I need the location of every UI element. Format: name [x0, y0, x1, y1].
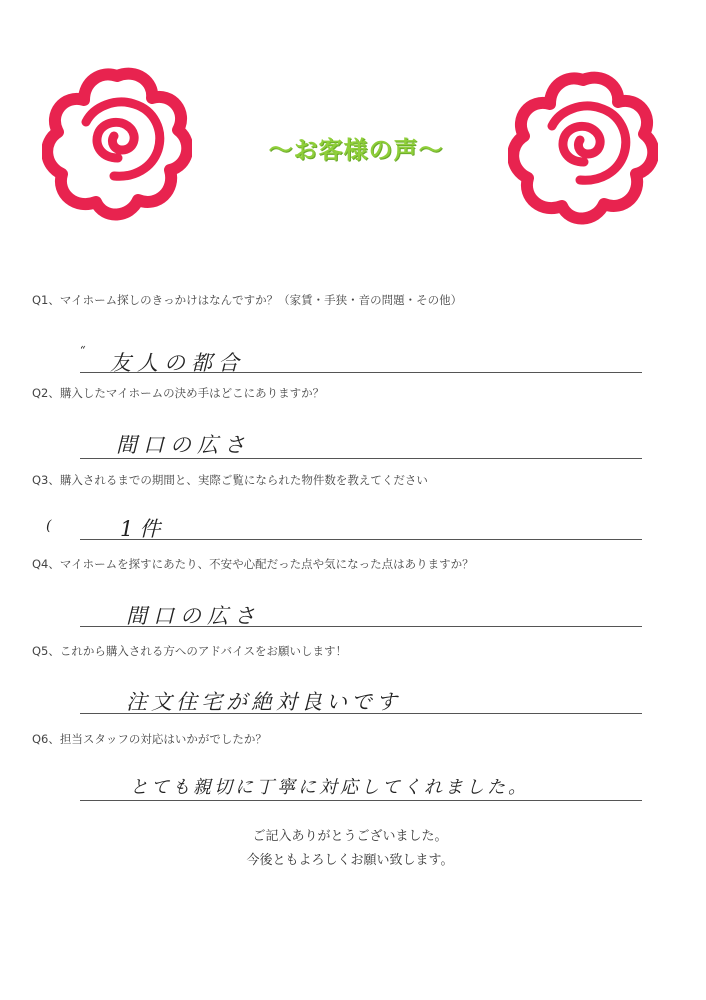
- question-text: Q6、担当スタッフの対応はいかがでしたか？: [32, 732, 267, 746]
- answer-text: 注文住宅が絶対良いです: [126, 690, 401, 714]
- question-text: Q3、購入されるまでの期間と、実際ご覧になられた物件数を教えてください: [32, 473, 428, 487]
- answer-text: 友人の都合: [110, 351, 245, 375]
- answer-prefix: “: [80, 344, 86, 357]
- answer-line: [80, 458, 642, 459]
- question-text: Q2、購入したマイホームの決め手はどこにありますか？: [32, 386, 325, 400]
- question-text: Q4、マイホームを探すにあたり、不安や心配だった点や気になった点はありますか？: [32, 557, 474, 571]
- answer-line: [80, 372, 642, 373]
- closing-message: [180, 825, 520, 873]
- answer-line: [80, 800, 642, 801]
- flower-stamp-icon: [508, 66, 658, 231]
- closing-line-1: ご記入ありがとうございました。: [252, 829, 448, 844]
- answer-text: とても親切に丁寧に対応してくれました。: [130, 777, 529, 798]
- answer-prefix: (: [46, 518, 52, 534]
- answer-line: [80, 713, 642, 714]
- answer-text: 間口の広さ: [116, 433, 251, 457]
- closing-line-2: 今後ともよろしくお願い致します。: [246, 853, 454, 868]
- answer-line: [80, 626, 642, 627]
- question-text: Q1、マイホーム探しのきっかけはなんですか？（家賃・手狭・音の問題・その他）: [32, 293, 463, 307]
- answer-text: 間口の広さ: [126, 604, 261, 628]
- question-text: Q5、これから購入される方へのアドバイスをお願いします！: [32, 644, 348, 658]
- answer-line: [80, 539, 642, 540]
- answer-text: 1件: [120, 517, 167, 541]
- flower-stamp-icon: [42, 62, 192, 227]
- page-title: 〜お客様の声〜: [268, 136, 444, 164]
